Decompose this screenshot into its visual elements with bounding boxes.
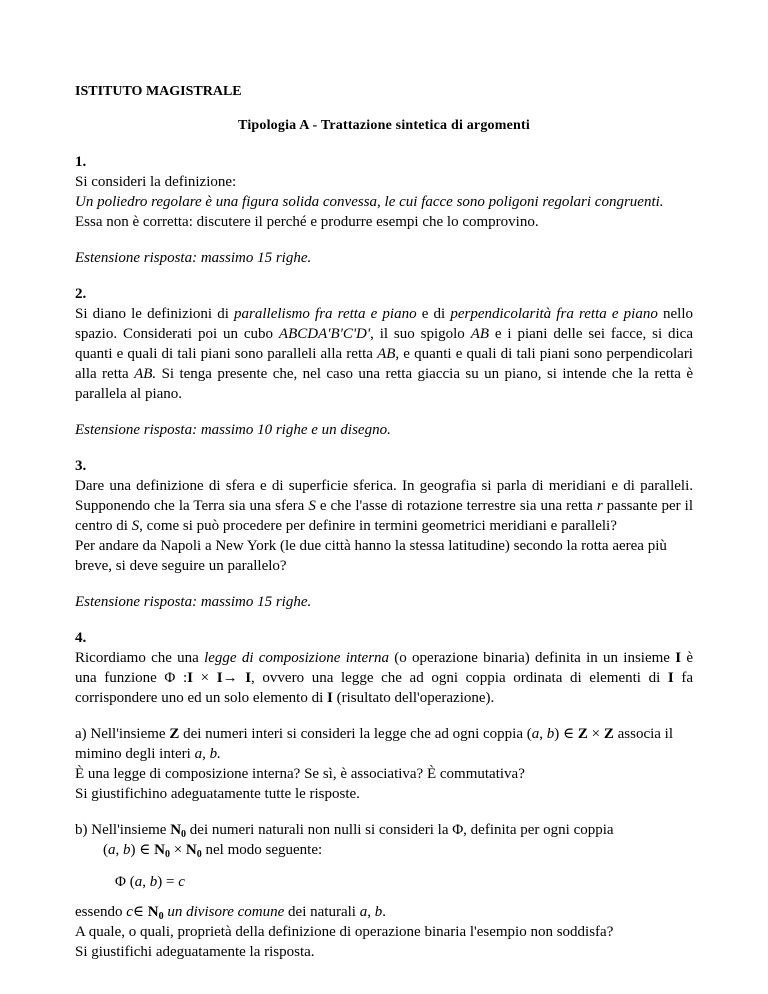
question-number: 3. <box>75 458 87 474</box>
question-text: Si giustifichino adeguatamente tutte le risposte. <box>75 786 360 802</box>
question-number: 2. <box>75 286 87 302</box>
formula: Φ (a, b) = c <box>115 874 185 890</box>
question-2 <box>75 284 693 404</box>
question-text: Si consideri la definizione: <box>75 174 237 190</box>
definition-text: Un poliedro regolare è una figura solida convessa, le cui facce sono poligoni regolari congruenti. <box>75 194 664 210</box>
answer-length-note: Estensione risposta: massimo 15 righe. <box>75 250 312 266</box>
question-text: (a, b) ∈ $N_0 \times N_0$ nel modo seguente: <box>103 842 323 860</box>
question-text: Ricordiamo che una legge di composizione interna (o operazione binaria) definita in un insieme I è una funzione Φ :I × I→ I, ovvero una legge che ad ogni coppia ordinata di elementi di I fa corrispondere uno ed un solo elemento di I (risultato dell'operazione). <box>75 650 693 706</box>
tipologia-heading: Tipologia A - Trattazione sintetica di argomenti <box>238 118 530 133</box>
question-text: Si giustifichi adeguatamente la risposta. <box>75 944 315 960</box>
question-text: b) Nell'insieme $N_0$ dei numeri naturali non nulli si consideri la Φ, definita per ogni coppia <box>75 822 614 840</box>
question-number: 1. <box>75 154 87 170</box>
question-4a <box>75 724 693 804</box>
question-4b <box>75 820 693 962</box>
question-text: È una legge di composizione interna? Se sì, è associativa? È commutativa? <box>75 766 525 782</box>
question-1 <box>75 152 693 232</box>
question-text: Si diano le definizioni di parallelismo fra retta e piano e di perpendicolarità fra retta e piano nello spazio. Considerati poi un cubo ABCDA'B'C'D', il suo spigolo AB e i piani delle sei facce, si dica quanti e quali di tali piani sono paralleli alla retta AB, e quanti e quali di tali piani sono perpendicolari alla retta AB. Si tenga presente che, nel caso una retta giaccia su un piano, si intende che la retta è parallela al piano. <box>75 306 694 402</box>
question-number: 4. <box>75 630 87 646</box>
question-3 <box>75 456 693 576</box>
answer-length-note: Estensione risposta: massimo 10 righe e un disegno. <box>75 422 391 438</box>
question-text: Essa non è corretta: discutere il perché e produrre esempi che lo comprovino. <box>75 214 539 230</box>
question-text: essendo c∈ $N_0$ un divisore comune dei naturali a, b. <box>75 904 386 922</box>
document-page <box>75 82 693 962</box>
question-4 <box>75 628 693 708</box>
answer-length-note: Estensione risposta: massimo 15 righe. <box>75 594 312 610</box>
institute-title: ISTITUTO MAGISTRALE <box>75 84 242 99</box>
question-text: Dare una definizione di sfera e di superficie sferica. In geografia si parla di meridiani e di paralleli. Supponendo che la Terra sia una sfera S e che l'asse di rotazione terrestre sia una retta r passante per il centro di S, come si può procedere per definire in termini geometrici meridiani e paralleli? <box>75 478 694 534</box>
question-text: Per andare da Napoli a New York (le due città hanno la stessa latitudine) secondo la rotta aerea più breve, si deve seguire un parallelo? <box>75 538 667 574</box>
question-text: a) Nell'insieme Z dei numeri interi si consideri la legge che ad ogni coppia (a, b) ∈ Z × Z associa il mimino degli interi a, b. <box>75 726 674 762</box>
question-text: A quale, o quali, proprietà della definizione di operazione binaria l'esempio non soddisfa? <box>75 924 614 940</box>
